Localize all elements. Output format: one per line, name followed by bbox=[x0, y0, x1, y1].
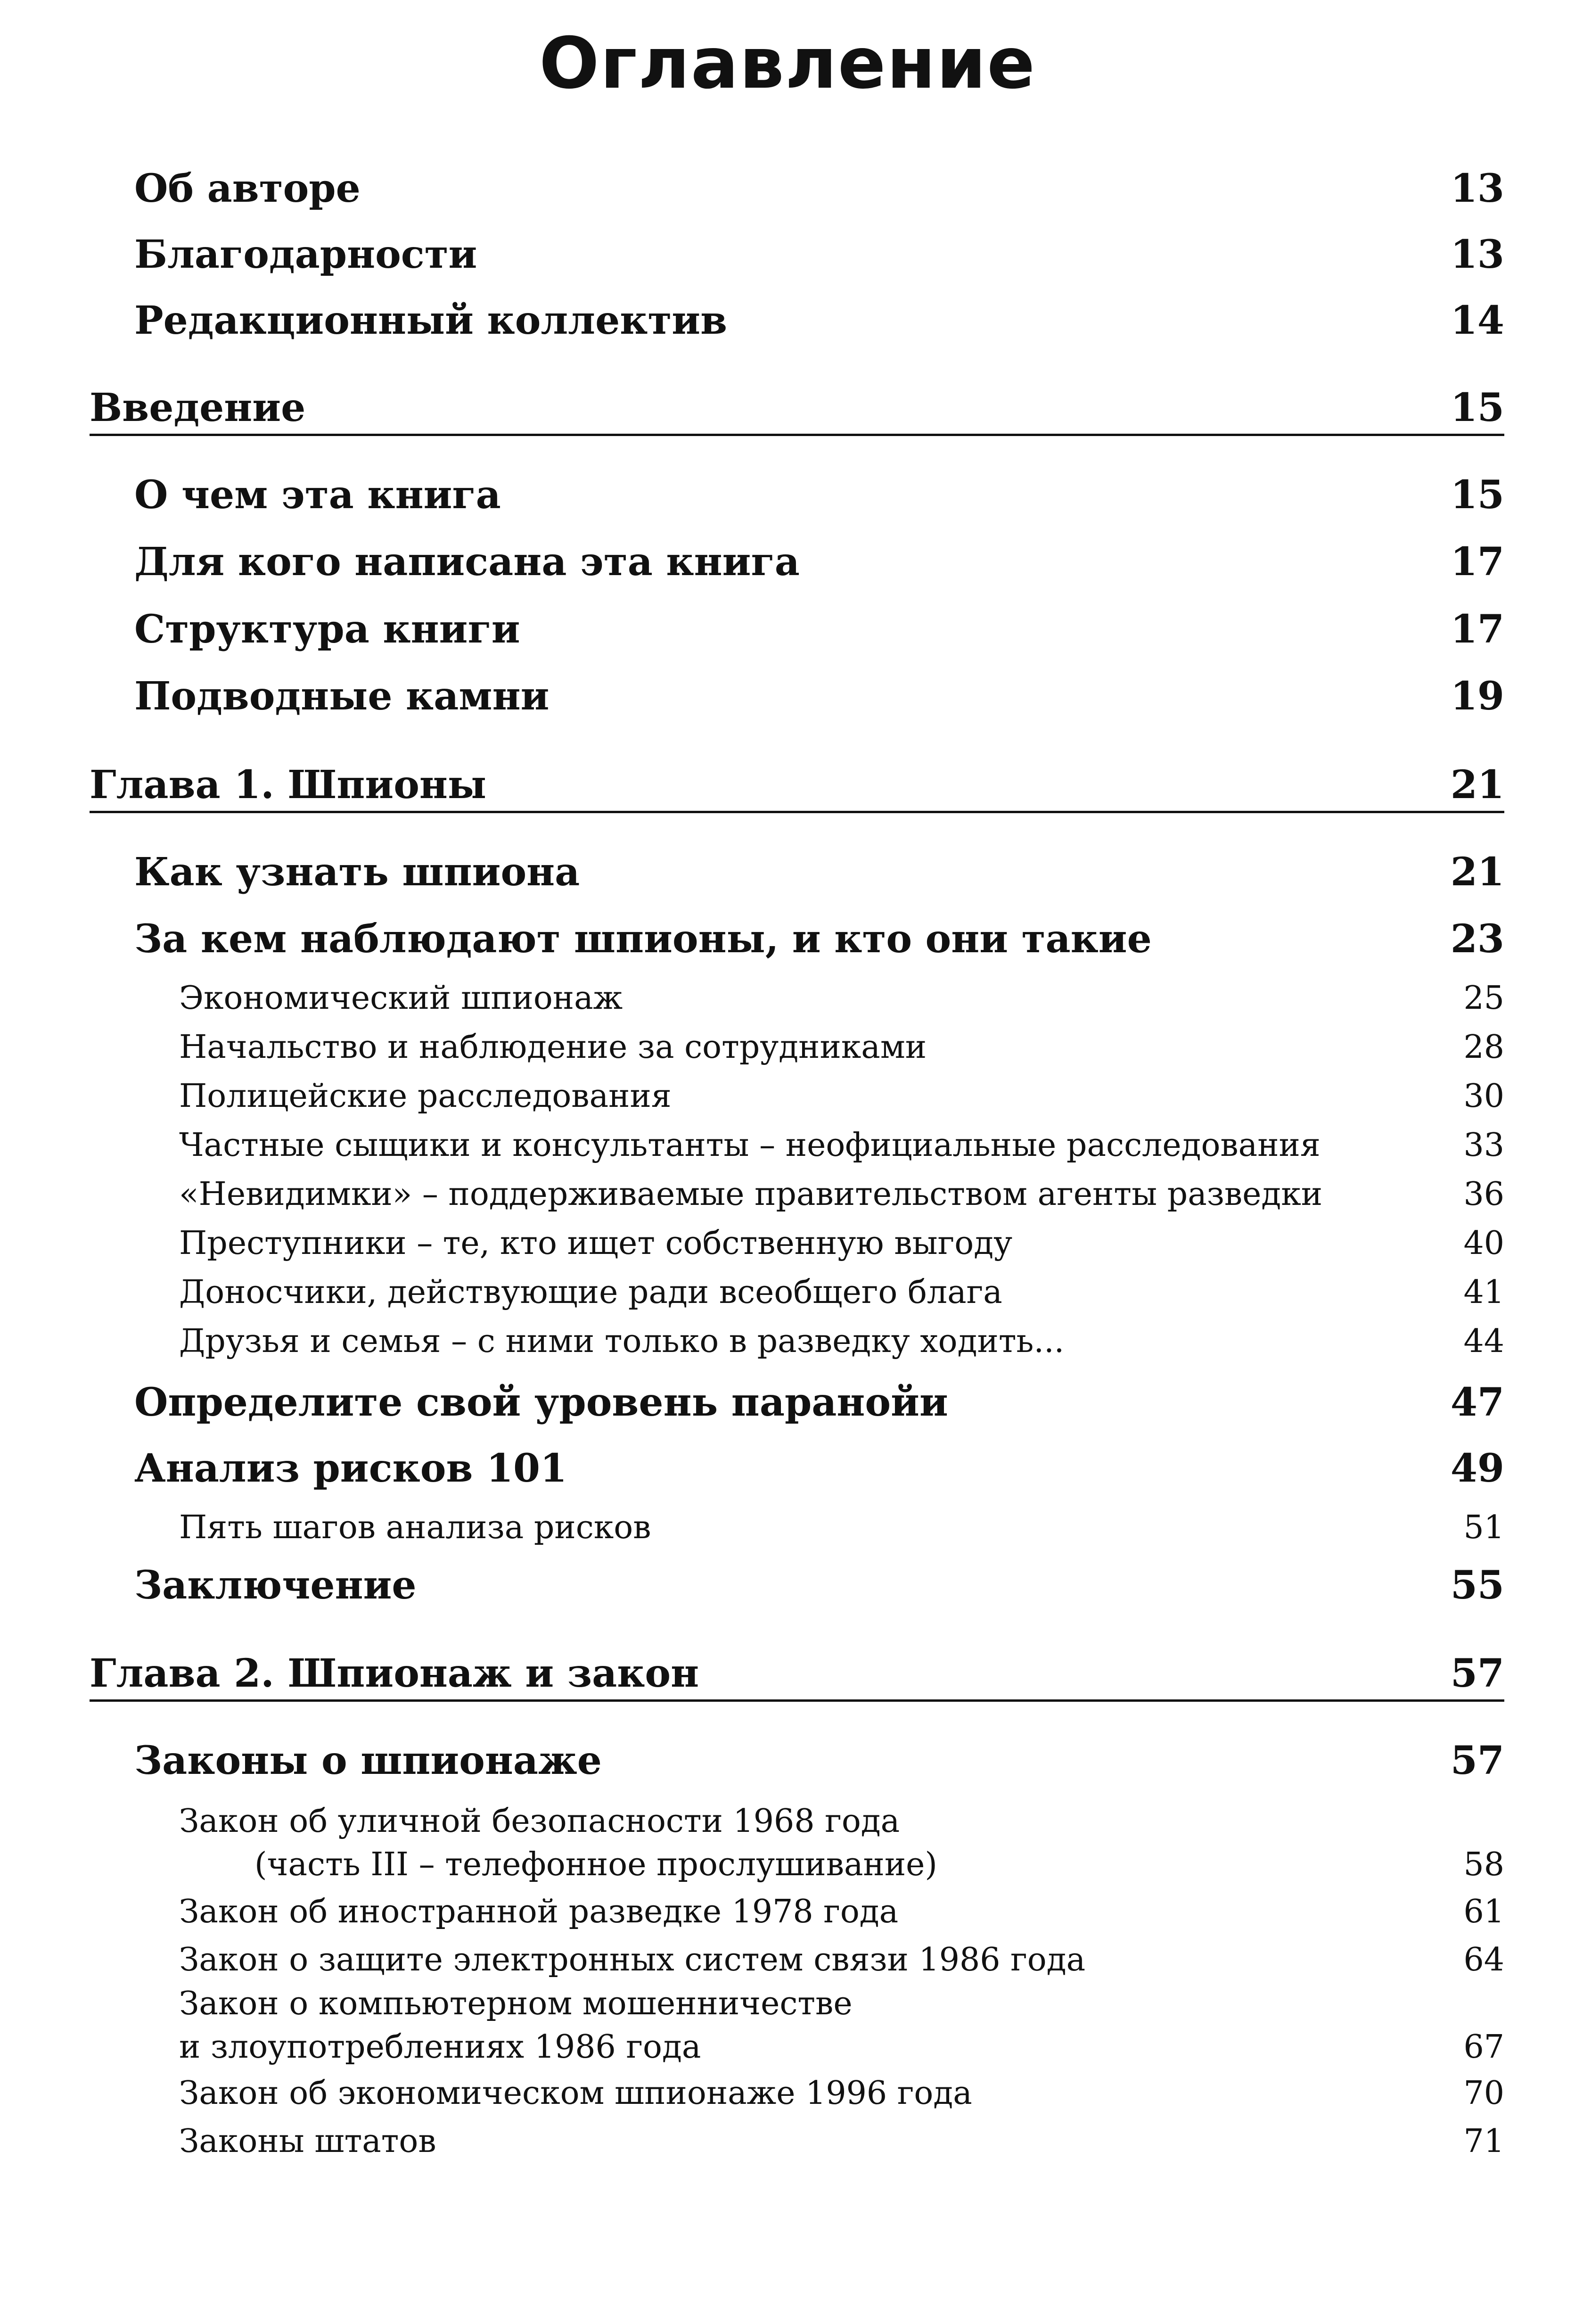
toc-entry-about-author bbox=[134, 163, 1504, 214]
toc-chapter-title: Глава 1. Шпионы bbox=[90, 762, 487, 808]
toc-subentry-title: «Невидимки» – поддерживаемые правительством агенты разведки bbox=[179, 1176, 1323, 1213]
toc-entry-page: 47 bbox=[1450, 1380, 1504, 1425]
toc-subentry-page: 33 bbox=[1463, 1127, 1504, 1164]
toc-subentry bbox=[179, 1890, 1504, 1934]
toc-subentry bbox=[179, 1320, 1504, 1363]
toc-entry-page: 15 bbox=[1450, 472, 1504, 518]
toc-subentry-line: (часть III – телефонное прослушивание) bbox=[254, 1846, 937, 1883]
toc-subentry-title: Пять шагов анализа рисков bbox=[179, 1509, 651, 1546]
toc-subentry bbox=[179, 1173, 1504, 1216]
toc-subentry bbox=[179, 1222, 1504, 1265]
toc-entry-page: 19 bbox=[1450, 674, 1504, 719]
toc-subentry-title: Закон об экономическом шпионаже 1996 года bbox=[179, 2075, 972, 2112]
toc-subentry-page: 25 bbox=[1463, 980, 1504, 1017]
toc-subentry-title bbox=[179, 1800, 937, 1887]
toc-entry-page: 21 bbox=[1450, 849, 1504, 895]
toc-subentry-title bbox=[179, 1982, 853, 2069]
toc-subentry-title: Полицейские расследования bbox=[179, 1078, 672, 1115]
toc-chapter-title: Глава 2. Шпионаж и закон bbox=[90, 1651, 699, 1696]
toc-subentry bbox=[179, 1075, 1504, 1118]
toc-subentry-line: и злоупотреблениях 1986 года bbox=[179, 2028, 701, 2066]
toc-entry-page: 57 bbox=[1450, 1738, 1504, 1783]
toc-entry-title: Определите свой уровень паранойи bbox=[134, 1380, 948, 1425]
toc-entry-page: 55 bbox=[1450, 1563, 1504, 1608]
toc-subentry bbox=[179, 2120, 1504, 2163]
toc-subentry bbox=[179, 1026, 1504, 1069]
toc-subentry-page: 44 bbox=[1463, 1323, 1504, 1360]
toc-chapter-introduction bbox=[90, 382, 1504, 436]
toc-entry bbox=[134, 1376, 1504, 1428]
toc-subentry-title: Друзья и семья – с ними только в разведку ходить... bbox=[179, 1323, 1065, 1360]
toc-subentry-title: Начальство и наблюдение за сотрудниками bbox=[179, 1029, 927, 1066]
toc-subentry-page: 64 bbox=[1463, 1941, 1504, 1978]
toc-subentry-page: 67 bbox=[1463, 2028, 1504, 2066]
toc-entry-page: 23 bbox=[1450, 916, 1504, 962]
toc-entry-acknowledgements bbox=[134, 229, 1504, 280]
toc-entry-title: Благодарности bbox=[134, 232, 477, 277]
toc-entry-title: Об авторе bbox=[134, 166, 361, 211]
toc-chapter-title: Введение bbox=[90, 385, 306, 430]
toc-subentry-title: Закон о защите электронных систем связи 1986 года bbox=[179, 1941, 1086, 1978]
toc-entry-page: 49 bbox=[1450, 1446, 1504, 1491]
toc-subentry-title: Преступники – те, кто ищет собственную выгоду bbox=[179, 1225, 1013, 1262]
toc-entry-page: 13 bbox=[1450, 232, 1504, 277]
toc-subentry-page: 58 bbox=[1463, 1846, 1504, 1883]
toc-entry-title: Редакционный коллектив bbox=[134, 298, 728, 343]
toc-subentry-title: Частные сыщики и консультанты – неофициальные расследования bbox=[179, 1127, 1321, 1164]
toc-subentry-page: 30 bbox=[1463, 1078, 1504, 1115]
toc-subentry bbox=[179, 1800, 1504, 1887]
toc-entry-editorial-team bbox=[134, 295, 1504, 346]
toc-entry-title: Подводные камни bbox=[134, 674, 550, 719]
toc-subentry-title: Доносчики, действующие ради всеобщего блага bbox=[179, 1274, 1002, 1311]
toc-subentry-page: 36 bbox=[1463, 1176, 1504, 1213]
toc-subentry bbox=[179, 977, 1504, 1020]
toc-entry bbox=[134, 1442, 1504, 1494]
toc-chapter-1 bbox=[90, 759, 1504, 813]
toc-entry bbox=[134, 469, 1504, 521]
toc-chapter-page: 57 bbox=[1450, 1651, 1504, 1696]
toc-entry-page: 14 bbox=[1450, 298, 1504, 343]
toc-entry-page: 13 bbox=[1450, 166, 1504, 211]
toc-entry bbox=[134, 1735, 1504, 1787]
toc-entry bbox=[134, 603, 1504, 655]
toc-subentry-line: Закон об уличной безопасности 1968 года bbox=[179, 1803, 900, 1840]
toc-entry bbox=[134, 536, 1504, 588]
toc-entry-title: Заключение bbox=[134, 1563, 417, 1608]
toc-subentry-title: Законы штатов bbox=[179, 2123, 436, 2160]
toc-entry bbox=[134, 913, 1504, 965]
toc-subentry bbox=[179, 1506, 1504, 1549]
toc-subentry-page: 51 bbox=[1463, 1509, 1504, 1546]
toc-entry-title: Законы о шпионаже bbox=[134, 1738, 602, 1783]
toc-subentry-page: 61 bbox=[1463, 1893, 1504, 1930]
page-title: Оглавление bbox=[539, 23, 1036, 105]
toc-chapter-page: 15 bbox=[1450, 385, 1504, 430]
toc-entry bbox=[134, 670, 1504, 722]
toc-chapter-2 bbox=[90, 1648, 1504, 1702]
toc-entry-title: О чем эта книга bbox=[134, 472, 501, 518]
toc-chapter-page: 21 bbox=[1450, 762, 1504, 808]
toc-subentry bbox=[179, 1982, 1504, 2069]
toc-subentry-page: 71 bbox=[1463, 2123, 1504, 2160]
toc-entry bbox=[134, 846, 1504, 898]
toc-subentry-page: 41 bbox=[1463, 1274, 1504, 1311]
toc-entry-page: 17 bbox=[1450, 539, 1504, 585]
toc-subentry bbox=[179, 1124, 1504, 1167]
toc-entry-page: 17 bbox=[1450, 607, 1504, 652]
toc-subentry-page: 40 bbox=[1463, 1225, 1504, 1262]
toc-subentry bbox=[179, 1938, 1504, 1982]
toc-entry-title: За кем наблюдают шпионы, и кто они такие bbox=[134, 916, 1152, 962]
toc-subentry-line: Закон о компьютерном мошенничестве bbox=[179, 1985, 853, 2022]
toc-subentry bbox=[179, 2072, 1504, 2115]
toc-subentry-page: 70 bbox=[1463, 2075, 1504, 2112]
toc-subentry bbox=[179, 1271, 1504, 1314]
toc-entry-title: Как узнать шпиона bbox=[134, 849, 580, 895]
toc-entry-title: Для кого написана эта книга bbox=[134, 539, 800, 585]
toc-entry-title: Анализ рисков 101 bbox=[134, 1446, 567, 1491]
toc-subentry-title: Экономический шпионаж bbox=[179, 980, 623, 1017]
toc-entry bbox=[134, 1559, 1504, 1611]
toc-subentry-page: 28 bbox=[1463, 1029, 1504, 1066]
toc-subentry-title: Закон об иностранной разведке 1978 года bbox=[179, 1893, 899, 1930]
toc-entry-title: Структура книги bbox=[134, 607, 520, 652]
